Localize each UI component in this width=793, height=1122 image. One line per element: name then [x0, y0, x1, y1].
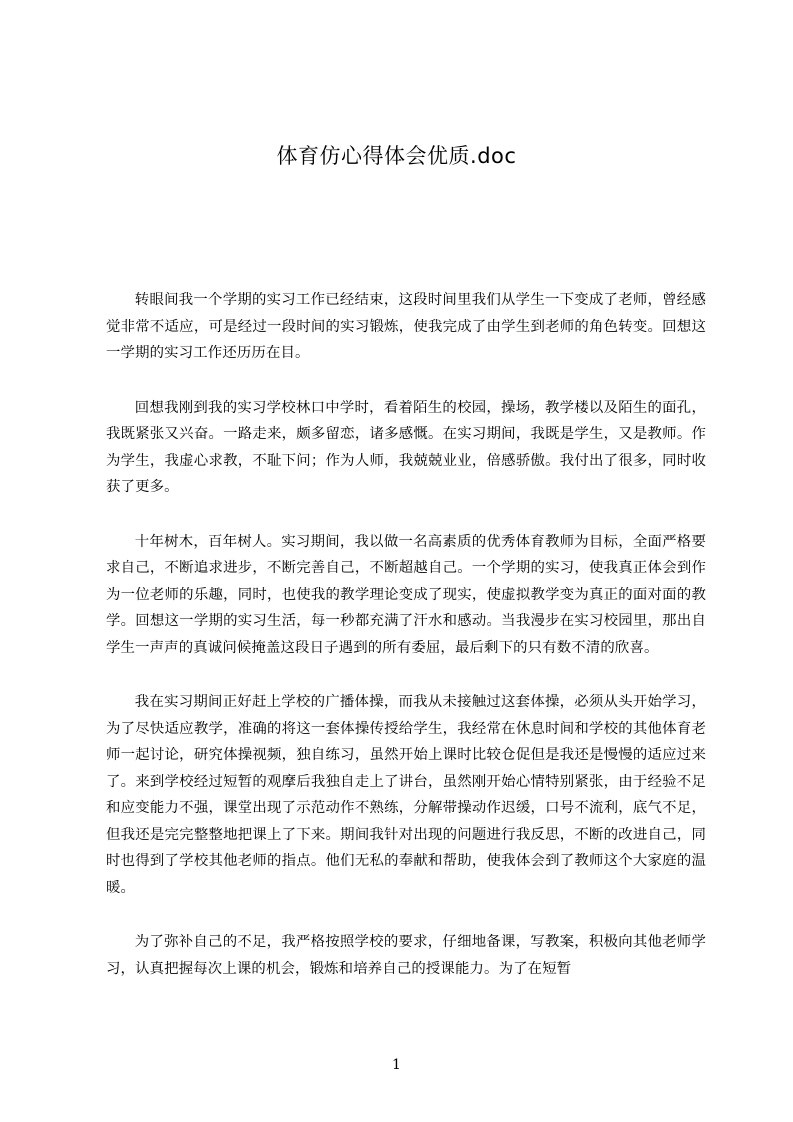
paragraph-1: 转眼间我一个学期的实习工作已经结束，这段时间里我们从学生一下变成了老师，曾经感觉非常不适应，可是经过一段时间的实习锻炼，使我完成了由学生到老师的角色转变。回想这一学期的实习工作还历历在目。 — [106, 292, 706, 361]
document-body — [106, 287, 706, 1010]
paragraph-4: 我在实习期间正好赶上学校的广播体操，而我从未接触过这套体操，必须从头开始学习，为了尽快适应教学，准确的将这一套体操传授给学生，我经常在休息时间和学校的其他体育老师一起讨论，研究体操视频，独自练习，虽然开始上课时比较仓促但是我还是慢慢的适应过来了。来到学校经过短暂的观摩后我独自走上了讲台，虽然刚开始心情特别紧张，由于经验不足和应变能力不强，课堂出现了示范动作不熟练，分解带操动作迟缓，口号不流利，底气不足，但我还是完完整整地把课上了下来。期间我针对出现的问题进行我反思，不断的改进自己，同时也得到了学校其他老师的指点。他们无私的奉献和帮助，使我体会到了教师这个大家庭的温暖。 — [106, 694, 706, 896]
document-title: 体育仿心得体会优质.doc — [276, 144, 517, 168]
page-number: 1 — [392, 1057, 401, 1073]
paragraph-3: 十年树木，百年树人。实习期间，我以做一名高素质的优秀体育教师为目标，全面严格要求自己，不断追求进步，不断完善自己，不断超越自己。一个学期的实习，使我真正体会到作为一位老师的乐趣，同时，也使我的教学理论变成了现实，使虚拟教学变为真正的面对面的教学。回想这一学期的实习生活，每一秒都充满了汗水和感动。当我漫步在实习校园里，那出自学生一声声的真诚问候掩盖这段日子遇到的所有委屈，最后剩下的只有数不清的欣喜。 — [106, 533, 706, 656]
paragraph-5: 为了弥补自己的不足，我严格按照学校的要求，仔细地备课，写教案，积极向其他老师学习，认真把握每次上课的机会，锻炼和培养自己的授课能力。为了在短暂 — [106, 934, 706, 977]
paragraph-2: 回想我刚到我的实习学校林口中学时，看着陌生的校园，操场，教学楼以及陌生的面孔，我既紧张又兴奋。一路走来，颇多留恋，诸多感慨。在实习期间，我既是学生，又是教师。作为学生，我虚心求教，不耻下问；作为人师，我兢兢业业，倍感骄傲。我付出了很多，同时收获了更多。 — [106, 399, 706, 495]
